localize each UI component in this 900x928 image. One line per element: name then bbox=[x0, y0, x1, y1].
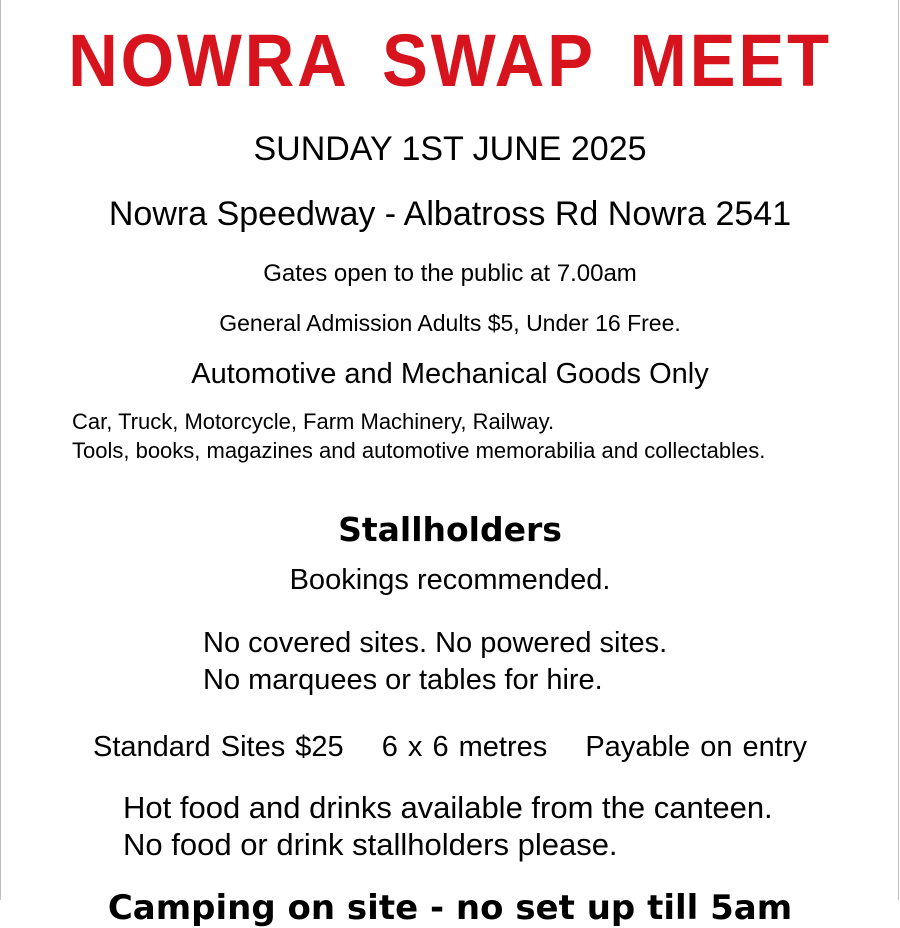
site-pricing bbox=[0, 731, 900, 764]
site-payment: Payable on entry bbox=[585, 731, 807, 763]
stallholders-heading: Stallholders bbox=[338, 510, 562, 549]
gates-open-time: Gates open to the public at 7.00am bbox=[263, 260, 637, 287]
goods-category-vehicles: Car, Truck, Motorcycle, Farm Machinery, Railway. bbox=[72, 409, 555, 434]
site-note-covered: No covered sites. No powered sites. bbox=[203, 627, 668, 659]
site-size: 6 x 6 metres bbox=[381, 731, 548, 763]
goods-category-collectables: Tools, books, magazines and automotive memorabilia and collectables. bbox=[72, 438, 766, 463]
site-note-marquees: No marquees or tables for hire. bbox=[203, 664, 603, 696]
camping-note-cut-off: Camping on site - no set up till 5am bbox=[107, 888, 793, 928]
food-availability-note: Hot food and drinks available from the canteen. bbox=[123, 790, 773, 825]
site-price: Standard Sites $25 bbox=[92, 731, 344, 763]
bookings-note: Bookings recommended. bbox=[289, 564, 611, 596]
goods-restriction: Automotive and Mechanical Goods Only bbox=[191, 358, 709, 390]
event-venue: Nowra Speedway - Albatross Rd Nowra 2541 bbox=[108, 195, 792, 233]
admission-prices: General Admission Adults $5, Under 16 Free. bbox=[219, 310, 681, 336]
event-title: NOWRA SWAP MEET bbox=[68, 19, 832, 102]
event-date: SUNDAY 1ST JUNE 2025 bbox=[253, 130, 647, 168]
food-stallholder-note: No food or drink stallholders please. bbox=[123, 827, 618, 862]
